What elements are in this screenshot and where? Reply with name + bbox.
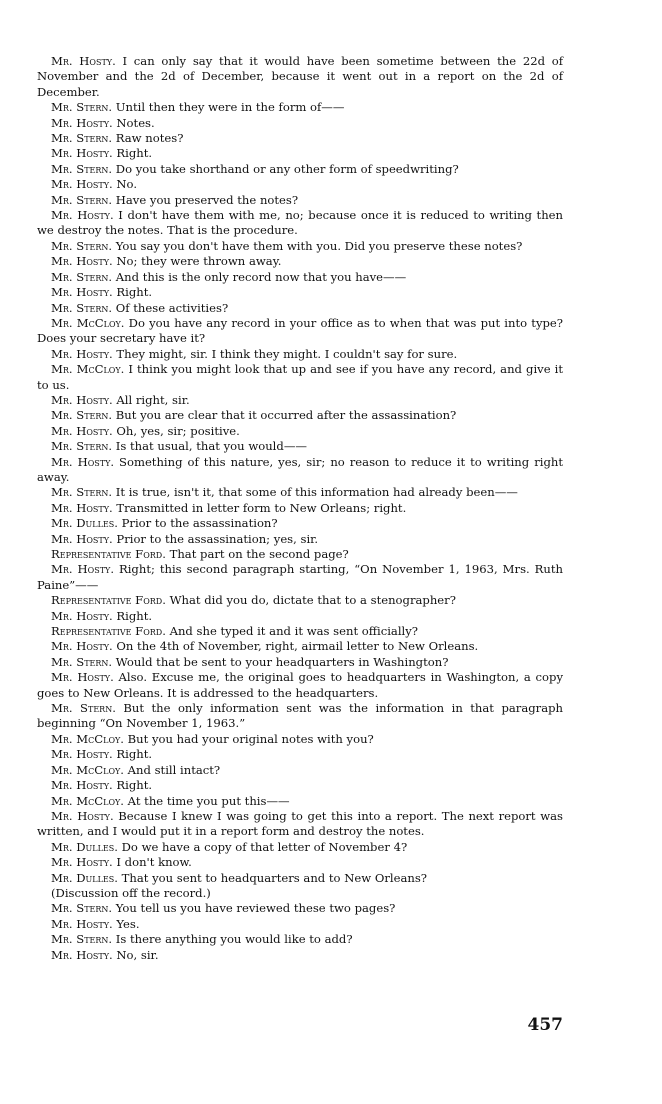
speaker-name: Mr. Stern.	[51, 901, 113, 916]
statement-text: Have you preserved the notes?	[112, 192, 299, 207]
statement-text: Do you take shorthand or any other form of speedwriting?	[112, 161, 459, 176]
testimony-paragraph	[37, 670, 563, 701]
testimony-paragraph	[37, 794, 563, 809]
speaker-name: Mr. McCloy.	[51, 362, 125, 377]
statement-text: That part on the second page?	[165, 547, 349, 561]
statement-text: They might, sir. I think they might. I couldn't say for sure.	[112, 346, 458, 361]
speaker-name: Mr. Dulles.	[51, 870, 118, 885]
speaker-name: Mr. Stern.	[51, 269, 113, 284]
statement-text: Would that be sent to your headquarters in Washington?	[112, 654, 449, 669]
statement-text: Because I knew I was going to get this into a report. The next report was written, and I would put it in a report form and destroy the notes.	[37, 808, 563, 839]
testimony-paragraph	[37, 547, 563, 562]
testimony-paragraph	[37, 886, 563, 901]
speaker-name: Mr. Hosty.	[51, 177, 113, 192]
speaker-name: Mr. McCloy.	[51, 731, 124, 746]
statement-text: No.	[112, 177, 138, 192]
testimony-paragraph	[37, 701, 563, 732]
statement-text: Is that usual, that you would——	[112, 439, 308, 454]
statement-text: But you had your original notes with you?	[123, 731, 374, 746]
testimony-paragraph	[37, 747, 563, 762]
speaker-name: Mr. Stern.	[51, 485, 113, 500]
statement-text: Notes.	[112, 115, 155, 130]
statement-text: Until then they were in the form of——	[112, 100, 345, 115]
testimony-paragraph	[37, 593, 563, 608]
statement-text: Raw notes?	[112, 131, 184, 146]
speaker-name: Mr. Hosty.	[51, 808, 114, 823]
statement-text: Right.	[112, 747, 153, 762]
statement-text: But you are clear that it occurred after the assassination?	[112, 408, 457, 423]
speaker-name: Mr. Stern.	[51, 654, 113, 669]
speaker-name: Mr. Stern.	[51, 701, 116, 716]
testimony-paragraph	[37, 408, 563, 423]
speaker-name: Mr. Hosty.	[51, 285, 113, 300]
speaker-name: Mr. Stern.	[51, 300, 113, 315]
statement-text: Right.	[112, 146, 153, 161]
speaker-name: Mr. Stern.	[51, 408, 113, 423]
statement-text: Is there anything you would like to add?	[112, 932, 353, 947]
testimony-paragraph	[37, 871, 563, 886]
speaker-name: Mr. Dulles.	[51, 516, 118, 531]
testimony-paragraph	[37, 901, 563, 916]
testimony-paragraph	[37, 485, 563, 500]
speaker-name: Mr. Stern.	[51, 131, 113, 146]
statement-text: I think you might look that up and see if you have any record, and give it to us.	[37, 362, 563, 392]
speaker-name: Mr. Hosty.	[51, 778, 113, 793]
statement-text: I can only say that it would have been sometime between the 22d of November and the 2d of December, because it went out in a report on the 2d of December.	[37, 54, 563, 99]
statement-text: I don't know.	[112, 855, 192, 870]
speaker-name: Mr. Stern.	[51, 100, 113, 115]
testimony-paragraph	[37, 439, 563, 454]
testimony-paragraph	[37, 193, 563, 208]
testimony-paragraph	[37, 840, 563, 855]
testimony-paragraph	[37, 609, 563, 624]
testimony-paragraph	[37, 639, 563, 654]
statement-text: Do we have a copy of that letter of November 4?	[117, 839, 408, 854]
speaker-name: Mr. Hosty.	[51, 500, 113, 515]
speaker-name: Mr. Dulles.	[51, 839, 118, 854]
speaker-name: Mr. Hosty.	[51, 454, 115, 469]
statement-text: You tell us you have reviewed these two pages?	[112, 901, 396, 916]
speaker-name: Mr. Hosty.	[51, 670, 114, 685]
testimony-paragraph	[37, 362, 563, 393]
statement-text: On the 4th of November, right, airmail letter to New Orleans.	[112, 639, 479, 654]
testimony-paragraph	[37, 424, 563, 439]
statement-text: I don't have them with me, no; because once it is reduced to writing then we destroy the notes. That is the procedure.	[37, 208, 563, 238]
testimony-paragraph	[37, 501, 563, 516]
speaker-name: Representative Ford.	[51, 593, 166, 608]
testimony-paragraph	[37, 100, 563, 115]
statement-text: Of these activities?	[112, 300, 229, 315]
testimony-paragraph	[37, 624, 563, 639]
speaker-name: Mr. Hosty.	[51, 54, 116, 68]
testimony-paragraph	[37, 316, 563, 347]
testimony-paragraph	[37, 532, 563, 547]
testimony-paragraph	[37, 455, 563, 486]
testimony-paragraph	[37, 270, 563, 285]
statement-text: Transmitted in letter form to New Orleans; right.	[112, 500, 407, 515]
statement-text: Right.	[112, 778, 153, 793]
testimony-paragraph	[37, 393, 563, 408]
testimony-transcript	[37, 54, 563, 963]
speaker-name: Mr. Hosty.	[51, 208, 114, 223]
speaker-name: Representative Ford.	[51, 624, 166, 639]
speaker-name: Mr. Hosty.	[51, 947, 113, 962]
testimony-paragraph	[37, 562, 563, 593]
testimony-paragraph	[37, 917, 563, 932]
statement-text: No, sir.	[112, 947, 159, 962]
statement-text: Also. Excuse me, the original goes to headquarters in Washington, a copy goes to New Orleans. It is addressed to the headquarters.	[37, 670, 563, 700]
statement-text: Right; this second paragraph starting, “On November 1, 1963, Mrs. Ruth Paine”——	[37, 562, 563, 592]
testimony-paragraph	[37, 778, 563, 793]
page-number: 457	[527, 1015, 563, 1035]
speaker-name: Mr. Hosty.	[51, 531, 113, 546]
speaker-name: Mr. Hosty.	[51, 608, 113, 623]
testimony-paragraph	[37, 254, 563, 269]
speaker-name: Mr. Hosty.	[51, 639, 113, 654]
testimony-paragraph	[37, 655, 563, 670]
statement-text: All right, sir.	[112, 392, 190, 407]
statement-text: Something of this nature, yes, sir; no reason to reduce it to writing right away.	[37, 454, 563, 484]
statement-text: And this is the only record now that you have——	[112, 269, 407, 284]
speaker-name: Representative Ford.	[51, 547, 166, 561]
testimony-paragraph	[37, 177, 563, 192]
speaker-name: Mr. Stern.	[51, 238, 113, 253]
testimony-paragraph	[37, 116, 563, 131]
statement-text: That you sent to headquarters and to New Orleans?	[117, 870, 427, 885]
speaker-name: Mr. Hosty.	[51, 916, 113, 931]
testimony-paragraph	[37, 162, 563, 177]
speaker-name: Mr. Stern.	[51, 439, 113, 454]
statement-text: Yes.	[112, 916, 140, 931]
statement-text: Do you have any record in your office as to when that was put into type? Does your secretary have it?	[37, 315, 563, 346]
testimony-paragraph	[37, 732, 563, 747]
speaker-name: Mr. McCloy.	[51, 793, 124, 808]
speaker-name: Mr. Hosty.	[51, 855, 113, 870]
statement-text: Prior to the assassination; yes, sir.	[112, 531, 319, 546]
statement-text: Right.	[112, 285, 153, 300]
testimony-paragraph	[37, 347, 563, 362]
speaker-name: Mr. Hosty.	[51, 115, 113, 130]
statement-text: It is true, isn't it, that some of this information had already been——	[112, 485, 518, 500]
statement-text: What did you do, dictate that to a stenographer?	[165, 593, 456, 608]
testimony-paragraph	[37, 809, 563, 840]
testimony-paragraph	[37, 239, 563, 254]
testimony-paragraph	[37, 855, 563, 870]
speaker-name: Mr. Stern.	[51, 932, 113, 947]
speaker-name: Mr. Hosty.	[51, 346, 113, 361]
testimony-paragraph	[37, 301, 563, 316]
testimony-paragraph	[37, 948, 563, 963]
speaker-name: Mr. Hosty.	[51, 562, 115, 577]
testimony-paragraph	[37, 763, 563, 778]
speaker-name: Mr. Hosty.	[51, 254, 113, 269]
speaker-name: Mr. Hosty.	[51, 747, 113, 762]
testimony-paragraph	[37, 932, 563, 947]
speaker-name: Mr. Hosty.	[51, 392, 113, 407]
statement-text: And still intact?	[123, 762, 221, 777]
testimony-paragraph	[37, 208, 563, 239]
testimony-paragraph	[37, 285, 563, 300]
speaker-name: Mr. Stern.	[51, 161, 113, 176]
statement-text: Prior to the assassination?	[117, 516, 278, 531]
speaker-name: Mr. Hosty.	[51, 423, 113, 438]
statement-text: But the only information sent was the information in that paragraph beginning “On November 1, 1963.”	[37, 701, 563, 731]
speaker-name: Mr. McCloy.	[51, 762, 124, 777]
statement-text: No; they were thrown away.	[112, 254, 282, 269]
speaker-name: Mr. Stern.	[51, 192, 113, 207]
testimony-paragraph	[37, 146, 563, 161]
testimony-paragraph	[37, 131, 563, 146]
speaker-name: Mr. Hosty.	[51, 146, 113, 161]
statement-text: Oh, yes, sir; positive.	[112, 423, 240, 438]
speaker-name: Mr. McCloy.	[51, 315, 125, 330]
statement-text: You say you don't have them with you. Did you preserve these notes?	[112, 238, 523, 253]
testimony-paragraph	[37, 54, 563, 100]
statement-text: At the time you put this——	[123, 793, 290, 808]
testimony-paragraph	[37, 516, 563, 531]
statement-text: (Discussion off the record.)	[51, 885, 211, 900]
statement-text: Right.	[112, 608, 153, 623]
statement-text: And she typed it and it was sent officially?	[165, 624, 419, 639]
